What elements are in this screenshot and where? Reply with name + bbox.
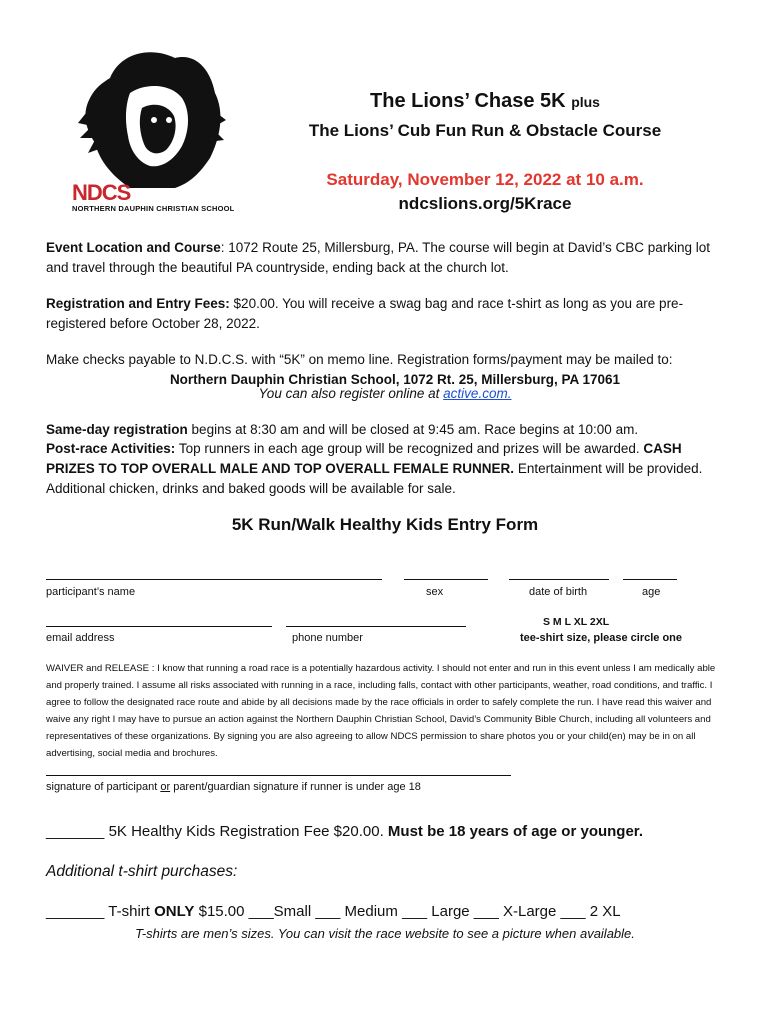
registration-fee-line xyxy=(46,823,643,840)
name-label: participant’s name xyxy=(46,586,136,598)
fees-paragraph xyxy=(46,294,726,334)
email-label: email address xyxy=(46,632,115,644)
signature-or: or xyxy=(160,781,171,793)
sex-label: sex xyxy=(426,586,444,598)
event-subtitle: The Lions’ Cub Fun Run & Obstacle Course xyxy=(308,121,662,140)
logo-school-name: NORTHERN DAUPHIN CHRISTIAN SCHOOL xyxy=(72,204,235,213)
sex-field[interactable] xyxy=(404,579,488,580)
post-race-label: Post-race Activities: xyxy=(46,441,176,456)
fee-blank[interactable]: _______ xyxy=(46,823,105,840)
event-title-main: The Lions’ Chase 5K xyxy=(370,90,566,112)
sameday-label: Same-day registration xyxy=(46,422,188,437)
fees-label: Registration and Entry Fees: xyxy=(46,296,230,311)
event-title-plus: plus xyxy=(571,94,600,110)
dob-label: date of birth xyxy=(529,586,588,598)
waiver-release-text: WAIVER and RELEASE : I know that running a road race is a potentially hazardous activity. I should not enter and run in this event unless I am medically able and properly trained. I assume all risks associated with running in a race, including falls, contact with other participants, weather, road conditions, and traffic. I agree to follow the designated race route and abide by all decisions made by the race officials in order to safely complete the run. I have read this waiver and waive any right I may have to pursue an action against the Northern Dauphin Christian School, David’s Community Bible Church, including all volunteers and representatives of these organizations. By signing you are also agreeing to allow NDCS permission to share photos you or your child(en) may be in on all advertising, social media and brochures. xyxy=(46,663,716,759)
tshirt-line-sizes: $15.00 ___Small ___ Medium ___ Large ___ X-Large ___ 2 XL xyxy=(194,903,621,920)
fees-text: $20.00. You will receive a swag bag and race t-shirt as long as you are pre-registered before October 28, 2022. xyxy=(46,296,684,331)
shirt-size-options[interactable]: S M L XL 2XL xyxy=(543,616,610,628)
sameday-paragraph xyxy=(46,420,726,440)
phone-field[interactable] xyxy=(286,626,466,627)
tshirt-only: ONLY xyxy=(154,903,195,920)
tshirt-order-line[interactable] xyxy=(46,903,621,920)
entry-form-title: 5K Run/Walk Healthy Kids Entry Form xyxy=(231,515,539,534)
signature-field[interactable] xyxy=(46,775,511,776)
location-label: Event Location and Course xyxy=(46,240,221,255)
phone-label: phone number xyxy=(292,632,363,644)
event-title xyxy=(260,90,710,113)
additional-shirts-heading: Additional t-shirt purchases: xyxy=(46,863,238,880)
mailing-address: Northern Dauphin Christian School, 1072 Rt. 25, Millersburg, PA 17061 xyxy=(169,372,621,387)
fee-text: 5K Healthy Kids Registration Fee $20.00. xyxy=(104,823,388,840)
checks-text: Make checks payable to N.D.C.S. with “5K” on memo line. Registration forms/payment may be mailed to: xyxy=(46,352,673,367)
location-paragraph xyxy=(46,238,726,278)
post-race-paragraph xyxy=(46,439,726,499)
event-url: ndcslions.org/5Krace xyxy=(398,194,572,213)
event-date: Saturday, November 12, 2022 at 10 a.m. xyxy=(326,170,644,189)
online-text: You can also register online at xyxy=(258,386,444,401)
post-race-text-2: Entertainment will be provided. Additional chicken, drinks and baked goods will be available for sale. xyxy=(46,461,703,496)
sameday-text: begins at 8:30 am and will be closed at 9:45 am. Race begins at 10:00 am. xyxy=(187,422,639,437)
email-field[interactable] xyxy=(46,626,272,627)
post-race-text: Top runners in each age group will be recognized and prizes will be awarded. xyxy=(175,441,644,456)
tshirt-note: T-shirts are men’s sizes. You can visit the race website to see a picture when available. xyxy=(135,926,635,941)
tshirt-line-start: _______ T-shirt xyxy=(46,903,155,920)
active-link[interactable]: active.com. xyxy=(443,386,512,401)
age-label: age xyxy=(642,586,661,598)
dob-field[interactable] xyxy=(509,579,609,580)
logo-text xyxy=(72,182,234,213)
shirt-size-label: tee-shirt size, please circle one xyxy=(520,632,683,644)
signature-label-2: parent/guardian signature if runner is under age 18 xyxy=(170,781,421,793)
online-register xyxy=(0,384,770,404)
name-field[interactable] xyxy=(46,579,382,580)
signature-label-1: signature of participant xyxy=(46,781,161,793)
logo-abbr: NDCS xyxy=(72,180,131,205)
age-field[interactable] xyxy=(623,579,677,580)
signature-label xyxy=(46,781,421,793)
fee-age-requirement: Must be 18 years of age or younger. xyxy=(387,823,643,840)
location-text: : 1072 Route 25, Millersburg, PA. The course will begin at David’s CBC parking lot and travel through the beautiful PA countryside, ending back at the church lot. xyxy=(46,240,711,275)
cash-prizes: CASH PRIZES TO TOP OVERALL MALE AND TOP OVERALL FEMALE RUNNER. xyxy=(46,441,682,476)
